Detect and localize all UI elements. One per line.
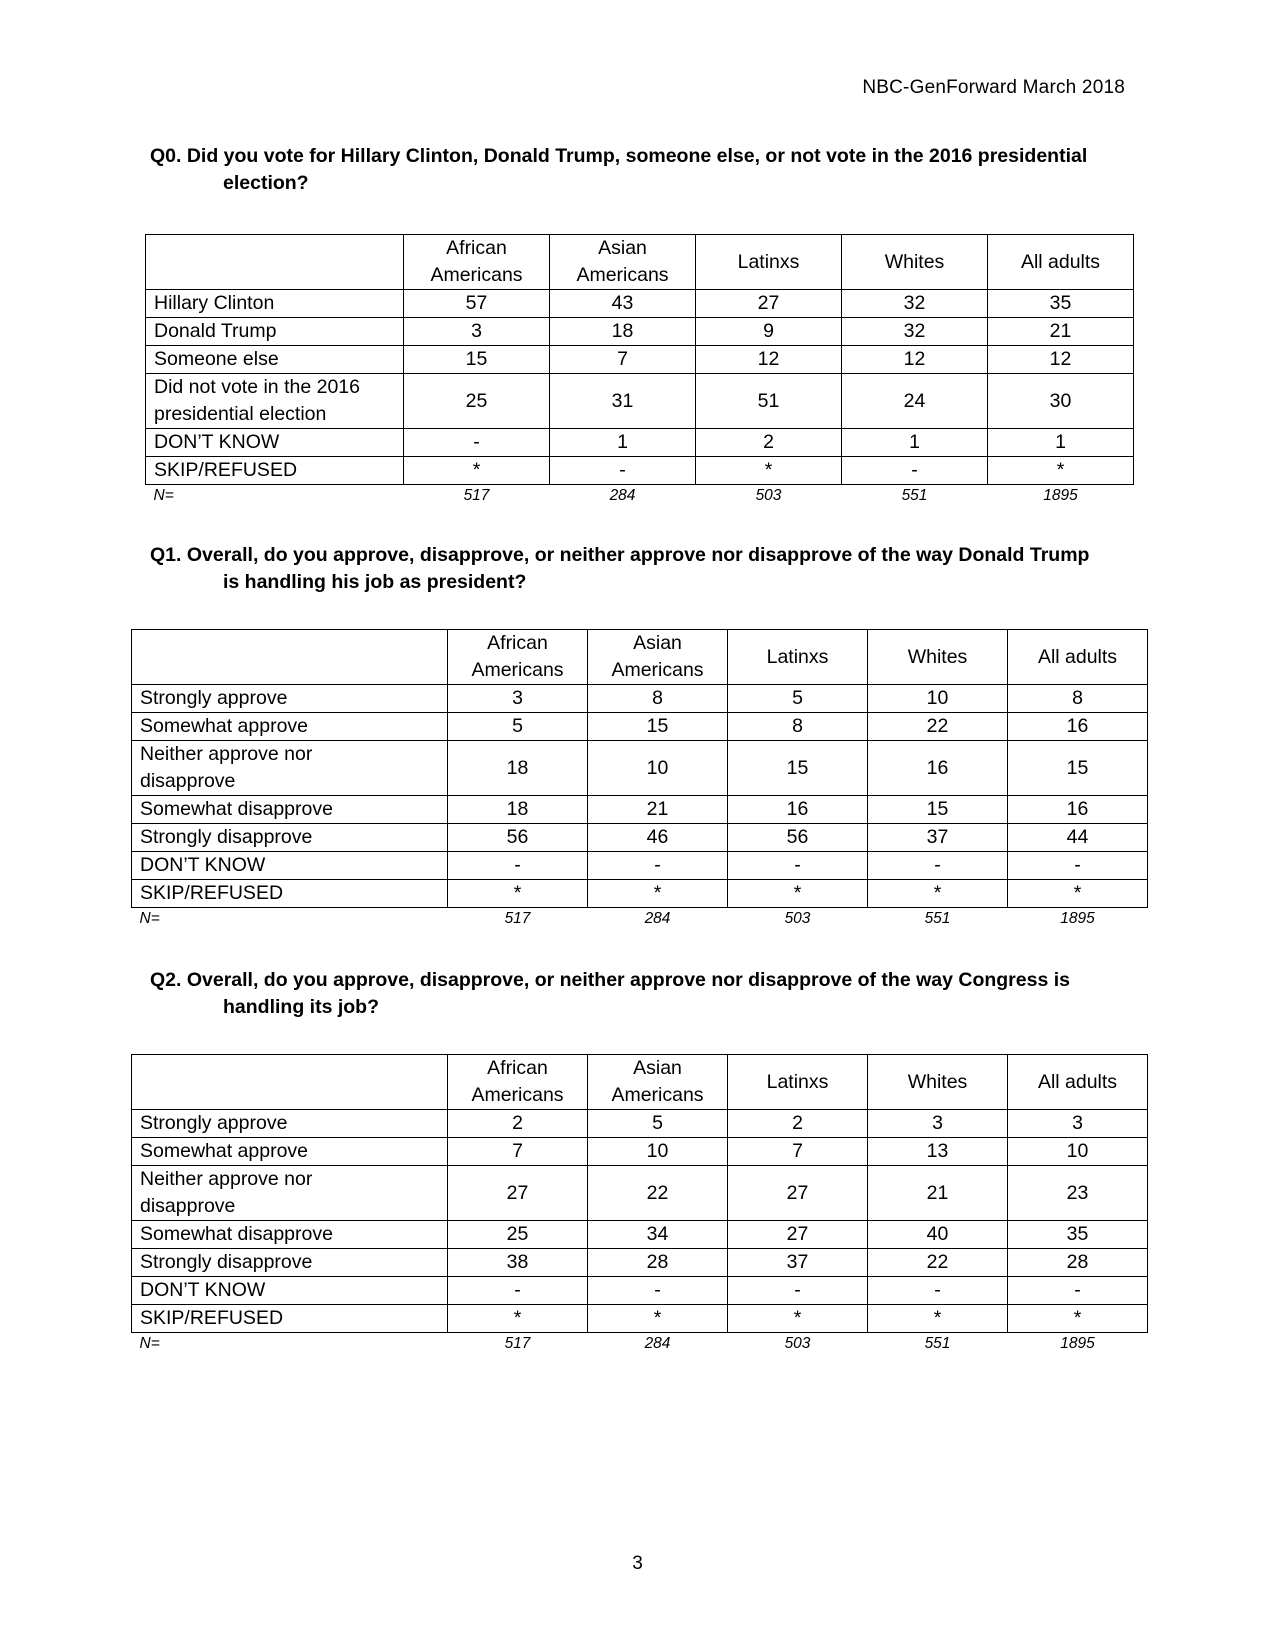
table-row — [146, 346, 1134, 374]
row-label: SKIP/REFUSED — [132, 1305, 448, 1333]
n-value: 517 — [504, 1335, 531, 1352]
cell-value: 57 — [404, 290, 550, 318]
cell-value: 37 — [868, 824, 1008, 852]
row-label: Somewhat disapprove — [132, 796, 448, 824]
n-label: N= — [139, 1335, 160, 1352]
row-label: DON’T KNOW — [132, 1277, 448, 1305]
row-label: Strongly disapprove — [132, 1249, 448, 1277]
cell-value: 40 — [868, 1221, 1008, 1249]
n-value: 284 — [609, 487, 636, 504]
cell-value: 27 — [728, 1221, 868, 1249]
cell-value: - — [728, 852, 868, 880]
cell-value: 3 — [1008, 1110, 1148, 1138]
cell-value: 16 — [868, 741, 1008, 796]
table-row — [132, 741, 1148, 796]
results-table-q2 — [131, 1054, 1148, 1355]
cell-value: 8 — [1008, 685, 1148, 713]
header-empty-cell — [132, 630, 448, 685]
cell-value: 21 — [988, 318, 1134, 346]
header-empty-cell — [132, 1055, 448, 1110]
cell-value: 2 — [728, 1110, 868, 1138]
n-value: 284 — [644, 910, 671, 927]
question-text-line1: Q1. Overall, do you approve, disapprove, or neither approve nor disapprove of the way Donald Trump — [150, 544, 1090, 566]
table-row — [146, 429, 1134, 457]
cell-value: 12 — [842, 346, 988, 374]
cell-value: 13 — [868, 1138, 1008, 1166]
n-value: 1895 — [1060, 1335, 1095, 1352]
cell-value: 25 — [404, 374, 550, 429]
cell-value: * — [1008, 880, 1148, 908]
cell-value: * — [728, 1305, 868, 1333]
row-label: Somewhat disapprove — [132, 1221, 448, 1249]
cell-value: 28 — [1008, 1249, 1148, 1277]
table-row — [132, 1221, 1148, 1249]
row-label: Strongly disapprove — [132, 824, 448, 852]
cell-value: 8 — [728, 713, 868, 741]
n-label: N= — [139, 910, 160, 927]
cell-value: 9 — [696, 318, 842, 346]
cell-value: * — [588, 880, 728, 908]
sample-size-row — [132, 908, 1148, 931]
cell-value: - — [868, 852, 1008, 880]
row-label: Hillary Clinton — [146, 290, 404, 318]
table-row — [146, 290, 1134, 318]
cell-value: * — [404, 457, 550, 485]
n-value: 503 — [755, 487, 782, 504]
column-header: All adults — [1008, 630, 1148, 685]
table-row — [132, 685, 1148, 713]
header-empty-cell — [146, 235, 404, 290]
cell-value: 44 — [1008, 824, 1148, 852]
cell-value: 16 — [728, 796, 868, 824]
cell-value: * — [868, 880, 1008, 908]
column-header: African Americans — [448, 630, 588, 685]
n-value: 503 — [784, 1335, 811, 1352]
cell-value: 2 — [696, 429, 842, 457]
n-value: 1895 — [1043, 487, 1078, 504]
n-value: 284 — [644, 1335, 671, 1352]
cell-value: 15 — [868, 796, 1008, 824]
table-row — [132, 852, 1148, 880]
table-header-row — [146, 235, 1134, 290]
column-header: African Americans — [448, 1055, 588, 1110]
cell-value: 2 — [448, 1110, 588, 1138]
column-header: Latinxs — [696, 235, 842, 290]
table-row — [132, 1138, 1148, 1166]
cell-value: - — [448, 852, 588, 880]
table-row — [146, 457, 1134, 485]
cell-value: 10 — [1008, 1138, 1148, 1166]
cell-value: 3 — [868, 1110, 1008, 1138]
cell-value: - — [728, 1277, 868, 1305]
cell-value: 10 — [588, 741, 728, 796]
row-label: Strongly approve — [132, 1110, 448, 1138]
cell-value: 15 — [404, 346, 550, 374]
n-value: 517 — [463, 487, 490, 504]
row-label: Somewhat approve — [132, 713, 448, 741]
cell-value: 37 — [728, 1249, 868, 1277]
page-number: 3 — [632, 1553, 643, 1574]
cell-value: 31 — [550, 374, 696, 429]
column-header: Asian Americans — [550, 235, 696, 290]
cell-value: 10 — [588, 1138, 728, 1166]
cell-value: 30 — [988, 374, 1134, 429]
cell-value: 21 — [868, 1166, 1008, 1221]
n-value: 503 — [784, 910, 811, 927]
cell-value: 8 — [588, 685, 728, 713]
cell-value: 32 — [842, 290, 988, 318]
cell-value: 12 — [988, 346, 1134, 374]
table-row — [132, 1110, 1148, 1138]
cell-value: 5 — [588, 1110, 728, 1138]
column-header: Asian Americans — [588, 1055, 728, 1110]
cell-value: 27 — [696, 290, 842, 318]
column-header: Whites — [868, 1055, 1008, 1110]
cell-value: 27 — [728, 1166, 868, 1221]
row-label: Did not vote in the 2016 presidential election — [146, 374, 404, 429]
cell-value: 18 — [448, 741, 588, 796]
table-header-row — [132, 1055, 1148, 1110]
cell-value: 21 — [588, 796, 728, 824]
row-label: Neither approve nor disapprove — [132, 1166, 448, 1221]
row-label: DON’T KNOW — [132, 852, 448, 880]
cell-value: 18 — [448, 796, 588, 824]
column-header: All adults — [1008, 1055, 1148, 1110]
cell-value: 56 — [448, 824, 588, 852]
row-label: Somewhat approve — [132, 1138, 448, 1166]
column-header: Latinxs — [728, 630, 868, 685]
cell-value: 1 — [842, 429, 988, 457]
table-row — [132, 796, 1148, 824]
cell-value: 7 — [550, 346, 696, 374]
cell-value: - — [588, 852, 728, 880]
n-label: N= — [153, 487, 174, 504]
n-value: 517 — [504, 910, 531, 927]
row-label: SKIP/REFUSED — [132, 880, 448, 908]
table-row — [132, 1166, 1148, 1221]
cell-value: - — [842, 457, 988, 485]
question-q0 — [150, 143, 1130, 197]
cell-value: 46 — [588, 824, 728, 852]
document-header: NBC-GenForward March 2018 — [862, 77, 1125, 98]
column-header: Asian Americans — [588, 630, 728, 685]
cell-value: 25 — [448, 1221, 588, 1249]
cell-value: 15 — [588, 713, 728, 741]
cell-value: 7 — [728, 1138, 868, 1166]
column-header: Whites — [868, 630, 1008, 685]
row-label: DON’T KNOW — [146, 429, 404, 457]
cell-value: * — [1008, 1305, 1148, 1333]
cell-value: 35 — [988, 290, 1134, 318]
table-row — [132, 1249, 1148, 1277]
table-row — [146, 374, 1134, 429]
table-row — [132, 880, 1148, 908]
cell-value: 12 — [696, 346, 842, 374]
n-value: 1895 — [1060, 910, 1095, 927]
cell-value: 1 — [550, 429, 696, 457]
question-q1 — [150, 542, 1130, 596]
n-value: 551 — [901, 487, 928, 504]
cell-value: 15 — [1008, 741, 1148, 796]
cell-value: - — [868, 1277, 1008, 1305]
n-value: 551 — [924, 910, 951, 927]
table-row — [132, 1277, 1148, 1305]
cell-value: 28 — [588, 1249, 728, 1277]
column-header: Latinxs — [728, 1055, 868, 1110]
question-text-line1: Q2. Overall, do you approve, disapprove, or neither approve nor disapprove of the way Congress is — [150, 969, 1070, 991]
cell-value: 56 — [728, 824, 868, 852]
table-row — [132, 1305, 1148, 1333]
cell-value: * — [868, 1305, 1008, 1333]
column-header: Whites — [842, 235, 988, 290]
table-row — [132, 824, 1148, 852]
table-header-row — [132, 630, 1148, 685]
cell-value: - — [1008, 1277, 1148, 1305]
question-text-line2: handling its job? — [223, 996, 379, 1018]
cell-value: 38 — [448, 1249, 588, 1277]
results-table-q0 — [145, 234, 1134, 507]
n-value: 551 — [924, 1335, 951, 1352]
cell-value: 23 — [1008, 1166, 1148, 1221]
cell-value: 18 — [550, 318, 696, 346]
column-header: African Americans — [404, 235, 550, 290]
cell-value: * — [728, 880, 868, 908]
cell-value: 34 — [588, 1221, 728, 1249]
cell-value: 51 — [696, 374, 842, 429]
cell-value: 10 — [868, 685, 1008, 713]
results-table-q1 — [131, 629, 1148, 930]
cell-value: 24 — [842, 374, 988, 429]
cell-value: * — [448, 1305, 588, 1333]
cell-value: 1 — [988, 429, 1134, 457]
cell-value: 15 — [728, 741, 868, 796]
sample-size-row — [146, 485, 1134, 508]
cell-value: 3 — [448, 685, 588, 713]
row-label: SKIP/REFUSED — [146, 457, 404, 485]
cell-value: * — [448, 880, 588, 908]
table-row — [132, 713, 1148, 741]
cell-value: 3 — [404, 318, 550, 346]
cell-value: 16 — [1008, 713, 1148, 741]
cell-value: 22 — [868, 713, 1008, 741]
cell-value: 16 — [1008, 796, 1148, 824]
cell-value: - — [1008, 852, 1148, 880]
cell-value: - — [588, 1277, 728, 1305]
cell-value: 22 — [868, 1249, 1008, 1277]
table-row — [146, 318, 1134, 346]
cell-value: * — [588, 1305, 728, 1333]
cell-value: 5 — [448, 713, 588, 741]
cell-value: 35 — [1008, 1221, 1148, 1249]
question-text-line2: election? — [223, 172, 309, 194]
cell-value: 7 — [448, 1138, 588, 1166]
row-label: Neither approve nor disapprove — [132, 741, 448, 796]
cell-value: 22 — [588, 1166, 728, 1221]
cell-value: * — [988, 457, 1134, 485]
cell-value: - — [550, 457, 696, 485]
cell-value: * — [696, 457, 842, 485]
column-header: All adults — [988, 235, 1134, 290]
cell-value: 5 — [728, 685, 868, 713]
question-text-line2: is handling his job as president? — [223, 571, 527, 593]
question-q2 — [150, 967, 1130, 1021]
cell-value: - — [448, 1277, 588, 1305]
question-text-line1: Q0. Did you vote for Hillary Clinton, Donald Trump, someone else, or not vote in the 2016 presidential — [150, 145, 1088, 167]
cell-value: 43 — [550, 290, 696, 318]
row-label: Donald Trump — [146, 318, 404, 346]
row-label: Someone else — [146, 346, 404, 374]
cell-value: 27 — [448, 1166, 588, 1221]
sample-size-row — [132, 1333, 1148, 1356]
row-label: Strongly approve — [132, 685, 448, 713]
cell-value: - — [404, 429, 550, 457]
cell-value: 32 — [842, 318, 988, 346]
